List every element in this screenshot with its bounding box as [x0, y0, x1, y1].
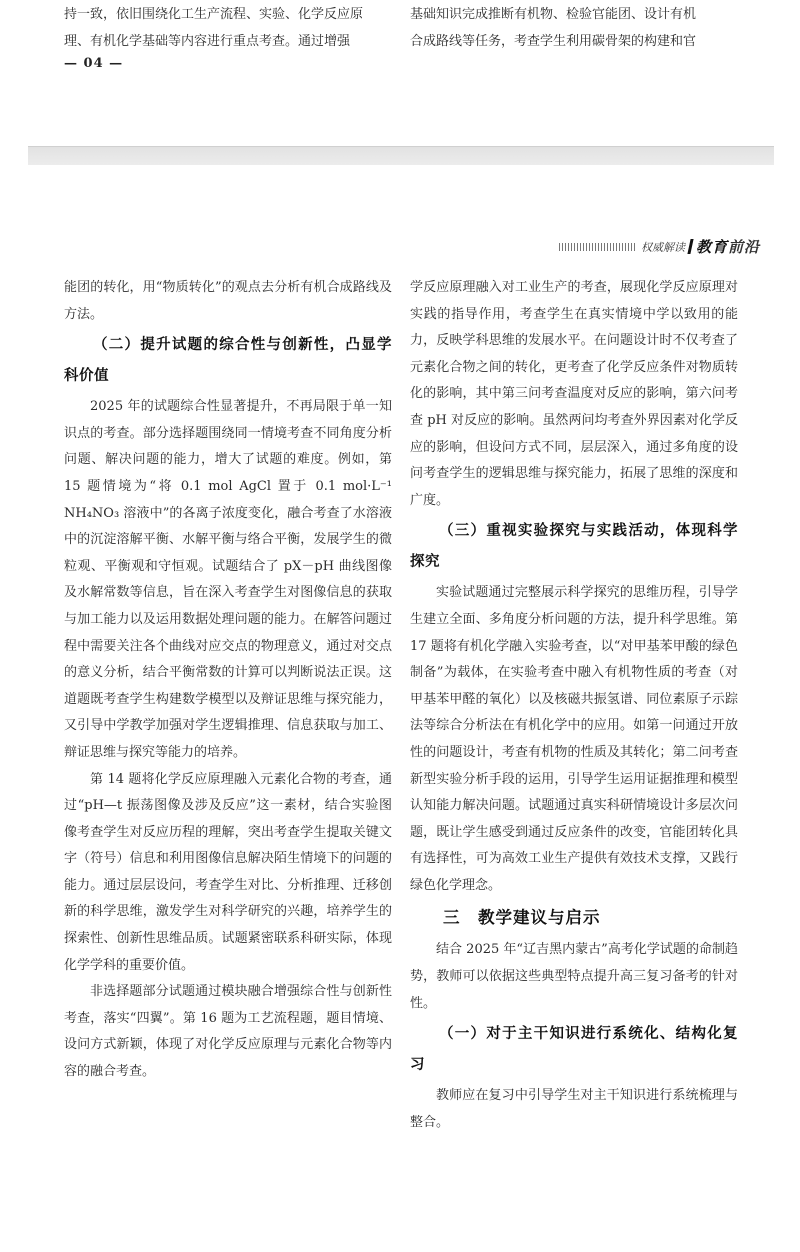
- left-paragraph-continued: 能团的转化，用“物质转化”的观点去分析有机合成路线及方法。: [64, 280, 392, 322]
- heading-section-two: （二）提升试题的综合性与创新性，凸显学科价值: [64, 337, 392, 385]
- top-left-line-2: 理、有机化学基础等内容进行重点考查。通过增强: [64, 33, 351, 49]
- page-number: — 04 —: [64, 56, 124, 71]
- top-right-column: [410, 2, 738, 55]
- heading-section-three: （三）重视实验探究与实践活动，体现科学探究: [410, 523, 738, 571]
- header-right-b: 前沿: [727, 238, 760, 256]
- left-paragraph-2: 第 14 题将化学反应原理融入元素化合物的考查，通过“pH—t 振荡图像及涉及反应”这一素材，结合实验图像考查学生对反应历程的理解，突出考查学生提取关键文字（符号）信息和利用图像信息解决陌生情境下的问题的能力。通过层层设问，考查学生对比、分析推理、迁移创新的科学思维，激发学生对科学研究的兴趣，培养学生的探索性、创新性思维品质。试题紧密联系科研实际，体现化学学科的重要价值。: [64, 771, 392, 973]
- right-paragraph-continued: 学反应原理融入对工业生产的考查，展现化学反应原理对实践的指导作用，考查学生在真实情境中学以致用的能力，反映学科思维的发展水平。在问题设计时不仅考查了元素化合物之间的转化，更考查了化学反应条件对物质转化的影响，其中第三问考查温度对反应的影响，第六问考查 pH 对反应的影响。虽然两问均考查外界因素对化学反应的影响，但设问方式不同，层层深入，通过多角度的设问考查学生的逻辑思维与探究能力，拓展了思维的深度和广度。: [410, 280, 738, 508]
- left-paragraph-1: 2025 年的试题综合性显著提升，不再局限于单一知识点的考查。部分选择题围绕同一情境考查不同角度分析问题、解决问题的能力，增大了试题的难度。例如，第 15 题情境为“将 0.1 mol AgCl 置于 0.1 mol·L⁻¹ NH₄NO₃ 溶液中”的各离子浓度变化，融合考查了水溶液中的沉淀溶解平衡、水解平衡与络合平衡，发展学生的微粒观、平衡观和守恒观。试题结合了 pX－pH 曲线图像及水解常数等信息，旨在深入考查学生对图像信息的获取与加工能力以及运用数据处理问题的能力。在解答问题过程中需要关注各个曲线对应交点的物理意义，通过对交点的意义分析，结合平衡常数的计算可以判断说法正误。这道题既考查学生构建数学模型以及辩证思维与探究能力，又引导中学教学加强对学生逻辑推理、信息获取与加工、辩证思维与探究等能力的培养。: [64, 399, 392, 760]
- top-right-line-1: 基础知识完成推断有机物、检验官能团、设计有机: [410, 7, 697, 22]
- left-paragraph-3: 非选择题部分试题通过模块融合增强综合性与创新性考查，落实“四翼”。第 16 题为工艺流程题，题目情境、设问方式新颖，体现了对化学反应原理与元素化合物等内容的融合考查。: [64, 984, 392, 1080]
- header-divider: [687, 239, 693, 254]
- right-column: [410, 275, 738, 1136]
- header-right-text: [696, 236, 760, 257]
- right-paragraph-2: 结合 2025 年“辽吉黑内蒙古”高考化学试题的命制趋势，教师可以依据这些典型特点提升高三复习备考的针对性。: [410, 942, 738, 1011]
- right-paragraph-1: 实验试题通过完整展示科学探究的思维历程，引导学生建立全面、多角度分析问题的方法，提升科学思维。第 17 题将有机化学融入实验考查，以“对甲基苯甲酸的绿色制备”为载体，在实验考查中融入有机物性质的考查（对甲基苯甲醛的氧化）以及核磁共振氢谱、同位素原子示踪法等综合分析法在有机化学中的应用。如第一问通过开放性的问题设计，考查有机物的性质及其转化；第二问考查新型实验分析手段的运用，引导学生运用证据推理和模型认知能力解决问题。试题通过真实科研情境设计多层次问题，既让学生感受到通过反应条件的改变，官能团转化具有选择性，可为高效工业生产提供有效技术支撑，又践行绿色化学理念。: [410, 585, 738, 893]
- running-header: [559, 236, 760, 257]
- right-paragraph-3: 教师应在复习中引导学生对主干知识进行系统梳理与整合。: [410, 1088, 738, 1130]
- header-right-a: 教育: [695, 238, 728, 256]
- header-left-text: 权威解读: [640, 240, 685, 254]
- left-column: [64, 275, 392, 1086]
- heading-part-three: 三 教学建议与启示: [443, 908, 601, 928]
- header-dash-decoration: [559, 243, 637, 251]
- top-right-line-2: 合成路线等任务，考查学生利用碳骨架的构建和官: [410, 33, 697, 49]
- page-separator: [28, 146, 774, 165]
- top-left-column: [64, 2, 392, 55]
- top-left-line-1: 持一致，依旧围绕化工生产流程、实验、化学反应原: [64, 7, 364, 22]
- heading-subsection-one: （一）对于主干知识进行系统化、结构化复习: [410, 1026, 738, 1074]
